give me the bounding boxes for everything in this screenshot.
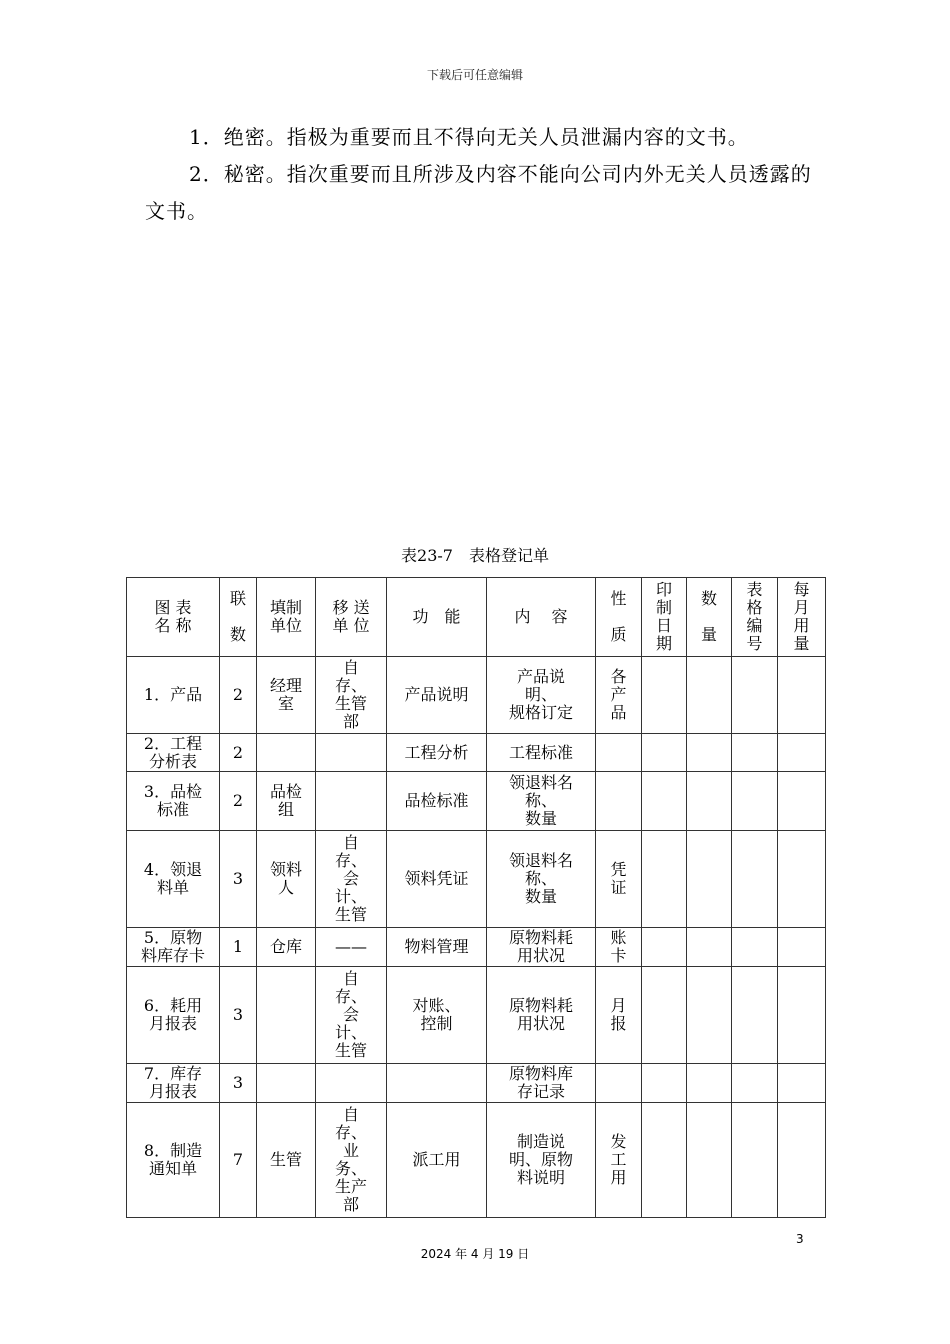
cell-nature — [596, 1064, 642, 1103]
cell-print-date — [642, 657, 687, 734]
table-caption: 表23-7 表格登记单 — [401, 546, 549, 565]
cell-send: 自 存、 生管 部 — [316, 657, 387, 734]
header-monthly: 每 月 用 量 — [778, 578, 826, 657]
header-name: 图 表 名 称 — [127, 578, 220, 657]
cell-filler: 生管 — [257, 1103, 316, 1218]
cell-filler — [257, 967, 316, 1064]
cell-form-no — [732, 1103, 778, 1218]
cell-quantity — [687, 657, 732, 734]
table-row — [127, 772, 826, 831]
table-row — [127, 1064, 826, 1103]
cell-monthly — [778, 1064, 826, 1103]
cell-print-date — [642, 831, 687, 928]
cell-monthly — [778, 734, 826, 772]
cell-quantity — [687, 831, 732, 928]
cell-quantity — [687, 1103, 732, 1218]
table-header-row — [127, 578, 826, 657]
cell-form-no — [732, 1064, 778, 1103]
cell-send: 自 存、 会 计、 生管 — [316, 831, 387, 928]
cell-name: 1．产品 — [127, 657, 220, 734]
table-row — [127, 928, 826, 967]
cell-quantity — [687, 928, 732, 967]
cell-monthly — [778, 657, 826, 734]
table-row — [127, 657, 826, 734]
cell-filler: 品检 组 — [257, 772, 316, 831]
cell-function: 品检标准 — [387, 772, 487, 831]
cell-copies: 3 — [220, 1064, 257, 1103]
cell-print-date — [642, 772, 687, 831]
cell-monthly — [778, 1103, 826, 1218]
cell-name: 3．品检 标准 — [127, 772, 220, 831]
header-function: 功 能 — [387, 578, 487, 657]
cell-content: 产品说 明、 规格订定 — [487, 657, 596, 734]
cell-name: 2．工程 分析表 — [127, 734, 220, 772]
table-row — [127, 831, 826, 928]
cell-form-no — [732, 734, 778, 772]
paragraph-top-secret: 1．绝密。指极为重要而且不得向无关人员泄漏内容的文书。 — [189, 125, 749, 149]
cell-print-date — [642, 928, 687, 967]
cell-monthly — [778, 967, 826, 1064]
cell-form-no — [732, 772, 778, 831]
page-footer-date: 2024 年 4 月 19 日 — [420, 1247, 530, 1261]
cell-nature: 发 工 用 — [596, 1103, 642, 1218]
header-print-date: 印 制 日 期 — [642, 578, 687, 657]
cell-function: 派工用 — [387, 1103, 487, 1218]
cell-nature: 月 报 — [596, 967, 642, 1064]
page-number: 3 — [796, 1232, 804, 1246]
cell-print-date — [642, 1064, 687, 1103]
page-header: 下载后可任意编辑 — [426, 68, 523, 82]
cell-copies: 1 — [220, 928, 257, 967]
cell-monthly — [778, 831, 826, 928]
cell-filler — [257, 734, 316, 772]
cell-form-no — [732, 657, 778, 734]
cell-filler: 经理 室 — [257, 657, 316, 734]
cell-nature: 凭 证 — [596, 831, 642, 928]
cell-nature: 各 产 品 — [596, 657, 642, 734]
cell-monthly — [778, 928, 826, 967]
cell-content: 工程标准 — [487, 734, 596, 772]
cell-filler: 仓库 — [257, 928, 316, 967]
cell-content: 领退料名 称、 数量 — [487, 831, 596, 928]
cell-print-date — [642, 734, 687, 772]
cell-copies: 2 — [220, 657, 257, 734]
cell-nature — [596, 734, 642, 772]
paragraph-secret: 2．秘密。指次重要而且所涉及内容不能向公司内外无关人员透露的文书。 — [145, 162, 812, 223]
cell-name: 8．制造 通知单 — [127, 1103, 220, 1218]
cell-content: 原物料库 存记录 — [487, 1064, 596, 1103]
cell-name: 6．耗用 月报表 — [127, 967, 220, 1064]
header-filler: 填制 单位 — [257, 578, 316, 657]
cell-form-no — [732, 967, 778, 1064]
cell-print-date — [642, 1103, 687, 1218]
cell-content: 原物料耗 用状况 — [487, 928, 596, 967]
cell-function — [387, 1064, 487, 1103]
cell-function: 领料凭证 — [387, 831, 487, 928]
header-form-no: 表 格 编 号 — [732, 578, 778, 657]
cell-copies: 3 — [220, 967, 257, 1064]
cell-content: 领退料名 称、 数量 — [487, 772, 596, 831]
header-nature: 性 质 — [596, 578, 642, 657]
cell-quantity — [687, 772, 732, 831]
header-copies: 联 数 — [220, 578, 257, 657]
cell-function: 对账、 控制 — [387, 967, 487, 1064]
cell-send — [316, 734, 387, 772]
cell-function: 物料管理 — [387, 928, 487, 967]
cell-form-no — [732, 831, 778, 928]
cell-send — [316, 772, 387, 831]
cell-name: 7．库存 月报表 — [127, 1064, 220, 1103]
cell-quantity — [687, 734, 732, 772]
cell-filler — [257, 1064, 316, 1103]
table-row — [127, 1103, 826, 1218]
cell-name: 5．原物 料库存卡 — [127, 928, 220, 967]
cell-nature — [596, 772, 642, 831]
cell-content: 原物料耗 用状况 — [487, 967, 596, 1064]
cell-send: —— — [316, 928, 387, 967]
cell-send: 自 存、 业 务、 生产 部 — [316, 1103, 387, 1218]
cell-send: 自 存、 会 计、 生管 — [316, 967, 387, 1064]
cell-copies: 7 — [220, 1103, 257, 1218]
cell-copies: 3 — [220, 831, 257, 928]
cell-quantity — [687, 1064, 732, 1103]
header-send: 移 送 单 位 — [316, 578, 387, 657]
cell-function: 产品说明 — [387, 657, 487, 734]
cell-nature: 账 卡 — [596, 928, 642, 967]
form-register-table — [126, 577, 826, 1218]
cell-quantity — [687, 967, 732, 1064]
body-text — [145, 119, 815, 230]
cell-copies: 2 — [220, 734, 257, 772]
cell-form-no — [732, 928, 778, 967]
cell-send — [316, 1064, 387, 1103]
header-quantity: 数 量 — [687, 578, 732, 657]
cell-function: 工程分析 — [387, 734, 487, 772]
table-row — [127, 967, 826, 1064]
cell-monthly — [778, 772, 826, 831]
cell-copies: 2 — [220, 772, 257, 831]
cell-content: 制造说 明、原物 料说明 — [487, 1103, 596, 1218]
cell-name: 4．领退 料单 — [127, 831, 220, 928]
header-content: 内 容 — [487, 578, 596, 657]
table-row — [127, 734, 826, 772]
cell-filler: 领料 人 — [257, 831, 316, 928]
cell-print-date — [642, 967, 687, 1064]
